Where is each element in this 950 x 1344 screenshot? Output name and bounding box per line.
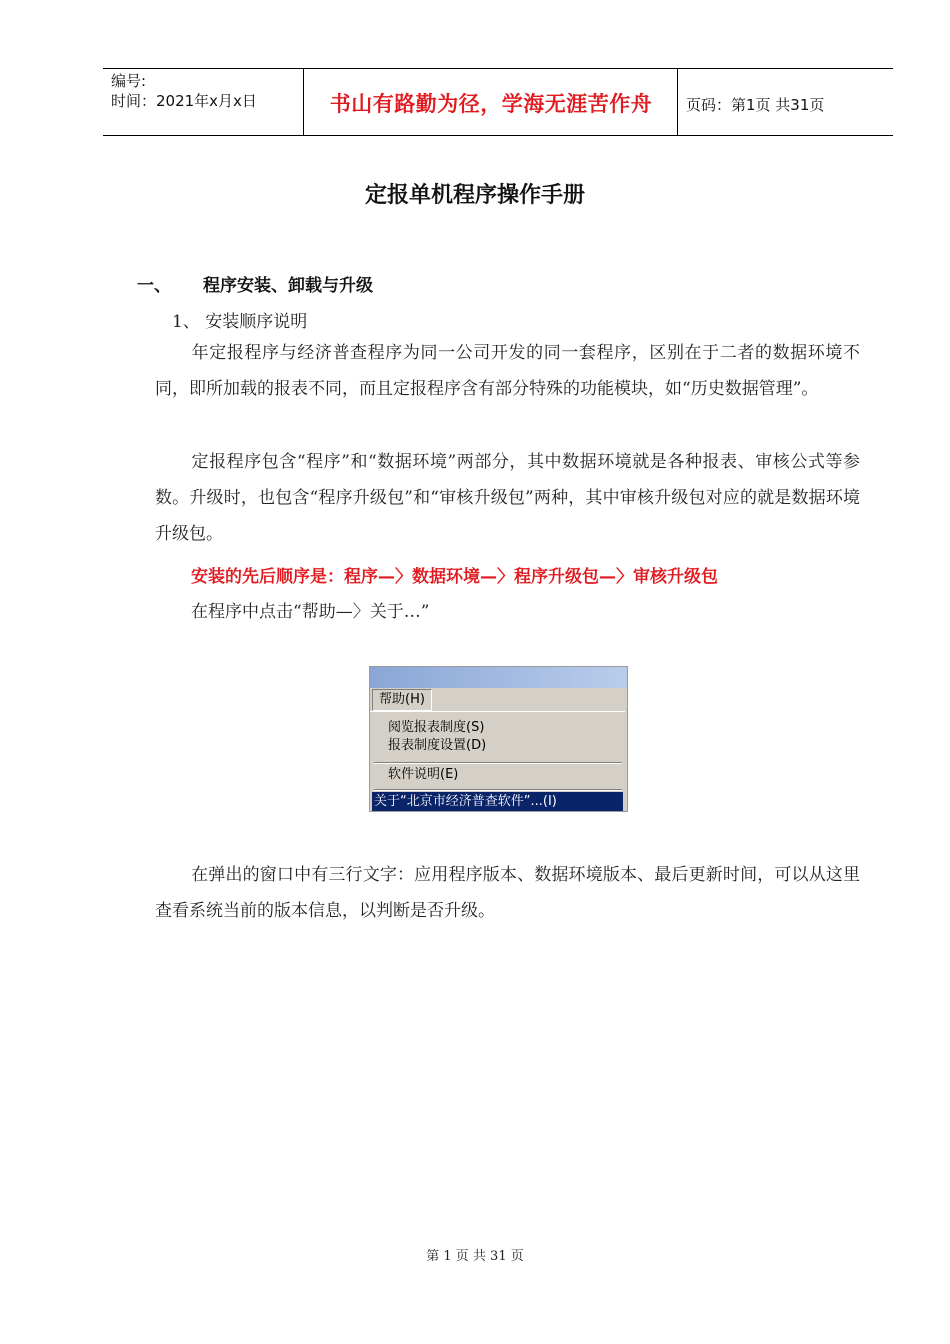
window-titlebar [370, 667, 627, 688]
paragraph-2-text: 定报程序包含“程序”和“数据环境”两部分，其中数据环境就是各种报表、审核公式等参数。升级时，也包含“程序升级包”和“审核升级包”两种，其中审核升级包对应的就是数据环境升级包。 [155, 452, 860, 544]
paragraph-2 [155, 444, 860, 552]
page-footer: 第 1 页 共 31 页 [426, 1249, 524, 1264]
menu-separator [374, 762, 622, 764]
help-dropdown [370, 711, 625, 812]
section-number: 一、 [137, 276, 171, 296]
section-title: 程序安装、卸载与升级 [203, 276, 373, 296]
paragraph-3 [155, 857, 860, 929]
help-instruction: 在程序中点击“帮助—〉关于…” [191, 602, 430, 622]
menu-item-report-system-settings[interactable]: 报表制度设置(D) [388, 738, 487, 753]
menu-bar [370, 688, 627, 710]
menu-item-about-label: 关于“北京市经济普查软件”...(I) [374, 794, 557, 809]
header-page-label: 页码：第1页 共31页 [686, 96, 825, 114]
menu-item-view-report-system[interactable]: 阅览报表制度(S) [388, 720, 485, 735]
header-divider-right [677, 69, 678, 136]
help-menu-button[interactable]: 帮助(H) [372, 689, 432, 711]
subsection-title: 1、 安装顺序说明 [172, 312, 308, 332]
install-order-note: 安装的先后顺序是：程序—〉数据环境—〉程序升级包—〉审核升级包 [191, 567, 718, 587]
paragraph-3-text: 在弹出的窗口中有三行文字：应用程序版本、数据环境版本、最后更新时间，可以从这里查看系统当前的版本信息，以判断是否升级。 [155, 865, 860, 921]
header-motto: 书山有路勤为径，学海无涯苦作舟 [329, 91, 653, 116]
help-menu-screenshot [369, 666, 628, 812]
document-title: 定报单机程序操作手册 [364, 183, 585, 208]
menu-separator [374, 789, 622, 791]
paragraph-1-text: 年定报程序与经济普查程序为同一公司开发的同一套程序，区别在于二者的数据环境不同，即所加载的报表不同，而且定报程序含有部分特殊的功能模块，如“历史数据管理”。 [155, 343, 860, 399]
menu-item-about[interactable] [372, 792, 623, 811]
header-number-label: 编号: [111, 72, 147, 90]
paragraph-1 [155, 335, 860, 407]
header-divider-left [303, 69, 304, 136]
header-time-label: 时间：2021年x月x日 [111, 92, 257, 110]
menu-item-software-manual[interactable]: 软件说明(E) [388, 767, 459, 782]
